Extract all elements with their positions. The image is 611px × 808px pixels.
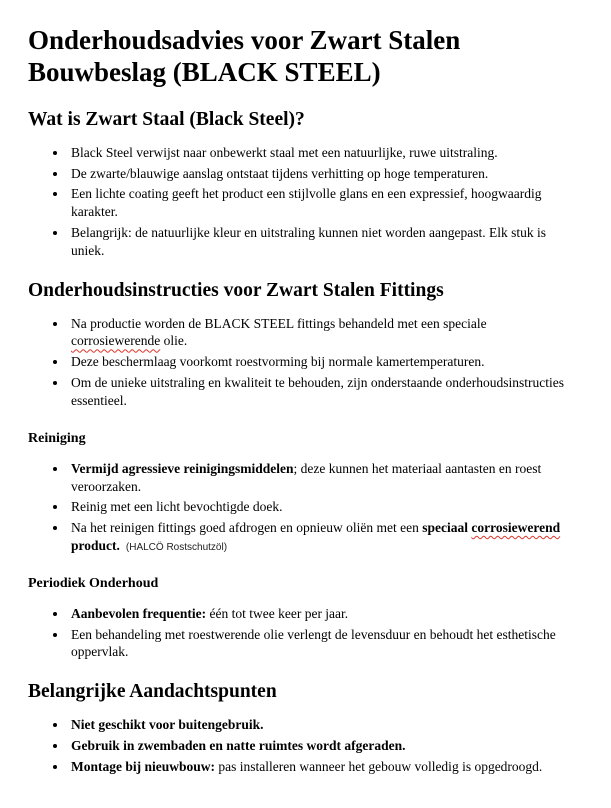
subsection-periodiek-heading: Periodiek Onderhoud <box>28 575 159 591</box>
list-item <box>68 716 573 734</box>
bullet-text: Een lichte coating geeft het product een stijlvolle glans en een expressief, hoogwaardig karakter. <box>71 186 542 220</box>
list-item <box>68 224 573 260</box>
list-item <box>68 144 573 162</box>
bullet-text: ; deze kunnen het materiaal aantasten en roest veroorzaken. <box>71 460 542 494</box>
list-item <box>68 460 573 496</box>
bullet-list <box>28 605 577 661</box>
bullet-bold-text: Aanbevolen frequentie: <box>71 605 207 621</box>
list-item <box>68 374 573 410</box>
bullet-list <box>28 144 577 260</box>
bullet-bold-text: Vermijd agressieve reinigingsmiddelen <box>71 460 294 476</box>
section-what-is-heading: Wat is Zwart Staal (Black Steel)? <box>28 108 305 130</box>
bullet-text: olie. <box>160 333 188 349</box>
bullet-text: Na het reinigen fittings goed afdrogen en opnieuw oliën met een <box>71 520 423 536</box>
bullet-text: Reinig met een licht bevochtigde doek. <box>71 499 283 515</box>
bullet-text: De zwarte/blauwige aanslag ontstaat tijdens verhitting op hoge temperaturen. <box>71 165 489 181</box>
spellcheck-word: corrosiewerende <box>71 333 161 349</box>
document-title: Onderhoudsadvies voor Zwart Stalen Bouwbeslag (BLACK STEEL) <box>28 25 461 88</box>
bullet-text: Na productie worden de BLACK STEEL fittings behandeld met een speciale <box>71 315 487 331</box>
product-note-text: (HALCÖ Rostschutzöl) <box>125 541 228 553</box>
list-item <box>68 737 573 755</box>
list-item <box>68 185 573 221</box>
list-item <box>68 626 573 662</box>
list-item <box>68 165 573 183</box>
bullet-text: Deze beschermlaag voorkomt roestvorming bij normale kamertemperaturen. <box>71 354 485 370</box>
section-aandachtspunten-heading: Belangrijke Aandachtspunten <box>28 681 277 703</box>
section-aandachtspunten <box>28 681 577 775</box>
list-item <box>68 519 573 555</box>
bullet-bold-text: Niet geschikt voor buitengebruik. <box>71 717 264 733</box>
bullet-bold-text: Montage bij nieuwbouw: <box>71 758 216 774</box>
bullet-text: Belangrijk: de natuurlijke kleur en uitstraling kunnen niet worden aangepast. Elk stuk is uniek. <box>71 225 547 258</box>
list-item <box>68 498 573 516</box>
bullet-bold-text: product. <box>71 537 120 553</box>
bullet-list <box>28 315 577 410</box>
bullet-list <box>28 460 577 555</box>
subsection-reiniging-heading: Reiniging <box>28 430 86 446</box>
spellcheck-word: corrosiewerend <box>471 520 561 536</box>
bullet-list <box>28 716 577 775</box>
list-item <box>68 758 573 776</box>
bullet-text: één tot twee keer per jaar. <box>206 605 349 621</box>
bullet-bold-text: Gebruik in zwembaden en natte ruimtes wordt afgeraden. <box>71 738 406 754</box>
section-instructions <box>28 280 577 662</box>
bullet-text: pas installeren wanneer het gebouw volledig is opgedroogd. <box>215 758 543 774</box>
bullet-text: Een behandeling met roestwerende olie verlengt de levensduur en behoudt het esthetische oppervlak. <box>71 626 556 660</box>
section-what-is <box>28 109 577 260</box>
list-item <box>68 605 573 623</box>
section-instructions-heading: Onderhoudsinstructies voor Zwart Stalen Fittings <box>28 279 444 301</box>
list-item <box>68 315 573 351</box>
bullet-text: Black Steel verwijst naar onbewerkt staal met een natuurlijke, ruwe uitstraling. <box>71 144 498 160</box>
list-item <box>68 353 573 371</box>
bullet-text: Om de unieke uitstraling en kwaliteit te behouden, zijn onderstaande onderhoudsinstructies essentieel. <box>71 375 564 408</box>
bullet-bold-text: speciaal <box>422 520 472 536</box>
